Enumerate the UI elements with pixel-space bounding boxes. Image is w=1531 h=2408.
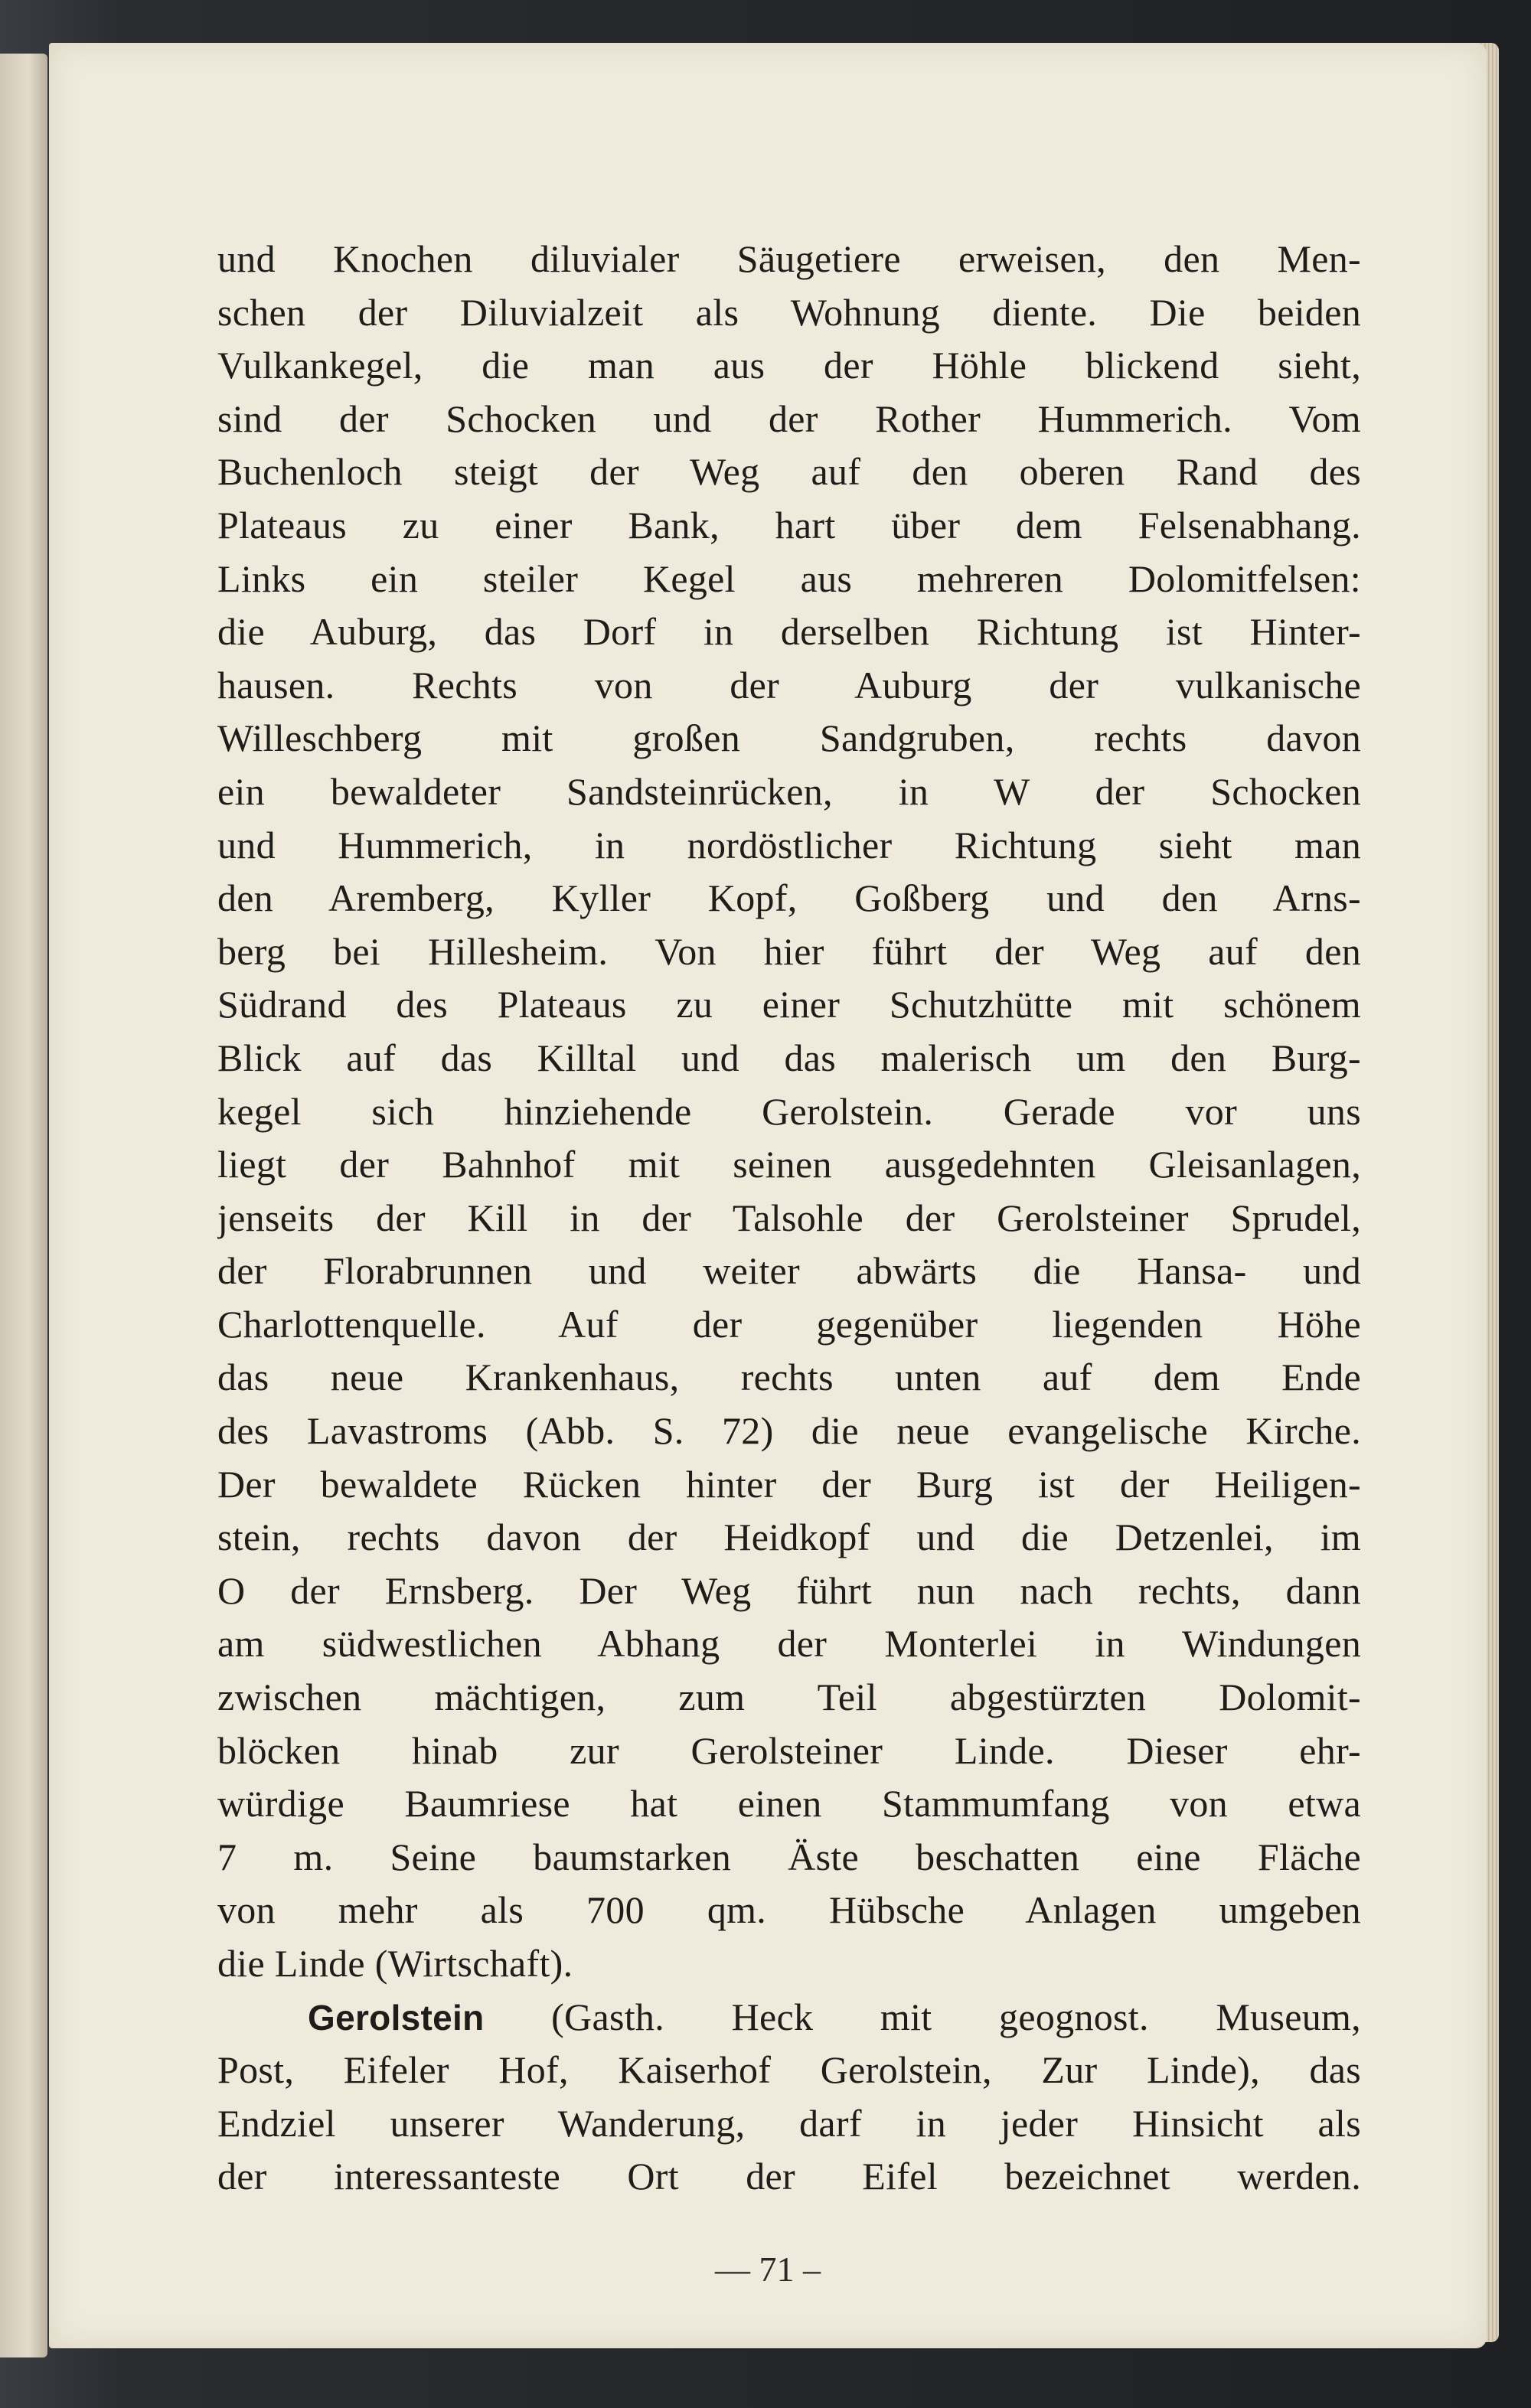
text-fragment: (Gasth. Heck mit geognost. Museum, [551,1995,1361,2038]
text-line: schen der Diluvialzeit als Wohnung diente. Die beiden [217,290,1361,334]
text-line: Plateaus zu einer Bank, hart über dem Felsenabhang. [217,503,1361,547]
text-line: jenseits der Kill in der Talsohle der Gerolsteiner Sprudel, [217,1196,1361,1239]
text-line: ein bewaldeter Sandsteinrücken, in W der Schocken [217,769,1361,813]
book-page [49,43,1487,2348]
text-line: von mehr als 700 qm. Hübsche Anlagen umgeben [217,1888,1361,1932]
text-line: berg bei Hillesheim. Von hier führt der Weg auf den [217,929,1361,973]
text-line: Blick auf das Killtal und das malerisch um den Burg- [217,1036,1361,1079]
text-line: und Hummerich, in nordöstlicher Richtung sieht man [217,823,1361,866]
text-line: den Aremberg, Kyller Kopf, Goßberg und den Arns- [217,876,1361,920]
text-line: O der Ernsberg. Der Weg führt nun nach rechts, dann [217,1568,1361,1612]
text-line: Der bewaldete Rücken hinter der Burg ist der Heiligen- [217,1462,1361,1506]
text-line: das neue Krankenhaus, rechts unten auf dem Ende [217,1356,1361,1399]
text-line: Vulkankegel, die man aus der Höhle blickend sieht, [217,344,1361,387]
text-line: stein, rechts davon der Heidkopf und die Detzenlei, im [217,1516,1361,1559]
text-line: Links ein steiler Kegel aus mehreren Dolomitfelsen: [217,556,1361,600]
text-line: der interessanteste Ort der Eifel bezeichnet werden. [217,2155,1361,2198]
text-line: blöcken hinab zur Gerolsteiner Linde. Dieser ehr- [217,1728,1361,1772]
text-line: Charlottenquelle. Auf der gegenüber liegenden Höhe [217,1302,1361,1346]
body-text [217,233,1361,2204]
text-line: die Linde (Wirtschaft). [217,1942,573,1985]
text-line: zwischen mächtigen, zum Teil abgestürzten Dolomit- [217,1675,1361,1719]
text-line: des Lavastroms (Abb. S. 72) die neue evangelische Kirche. [217,1409,1361,1453]
text-line: die Auburg, das Dorf in derselben Richtung ist Hinter- [217,610,1361,654]
text-line: kegel sich hinziehende Gerolstein. Gerade vor uns [217,1089,1361,1133]
text-line: Post, Eifeler Hof, Kaiserhof Gerolstein, Zur Linde), das [217,2048,1361,2092]
gerolstein-heading: Gerolstein [308,1997,485,2038]
previous-page-edge [0,54,47,2357]
text-line: 7 m. Seine baumstarken Äste beschatten eine Fläche [217,1835,1361,1878]
text-line: würdige Baumriese hat einen Stammumfang von etwa [217,1782,1361,1826]
text-line: Buchenloch steigt der Weg auf den oberen Rand des [217,450,1361,494]
text-line: Südrand des Plateaus zu einer Schutzhütte mit schönem [217,983,1361,1026]
text-line: und Knochen diluvialer Säugetiere erweisen, den Men- [217,237,1361,280]
paragraph-gerolstein-first-line [217,1991,1361,2044]
text-line: liegt der Bahnhof mit seinen ausgedehnten Gleisanlagen, [217,1143,1361,1186]
text-line: hausen. Rechts von der Auburg der vulkanische [217,663,1361,706]
text-line: Willeschberg mit großen Sandgruben, rechts davon [217,716,1361,760]
text-line: am südwestlichen Abhang der Monterlei in Windungen [217,1622,1361,1666]
text-line: sind der Schocken und der Rother Hummerich. Vom [217,396,1361,440]
text-line: Endziel unserer Wanderung, darf in jeder Hinsicht als [217,2101,1361,2145]
text-line: der Florabrunnen und weiter abwärts die Hansa- und [217,1249,1361,1293]
page-number: — 71 – [715,2250,821,2289]
